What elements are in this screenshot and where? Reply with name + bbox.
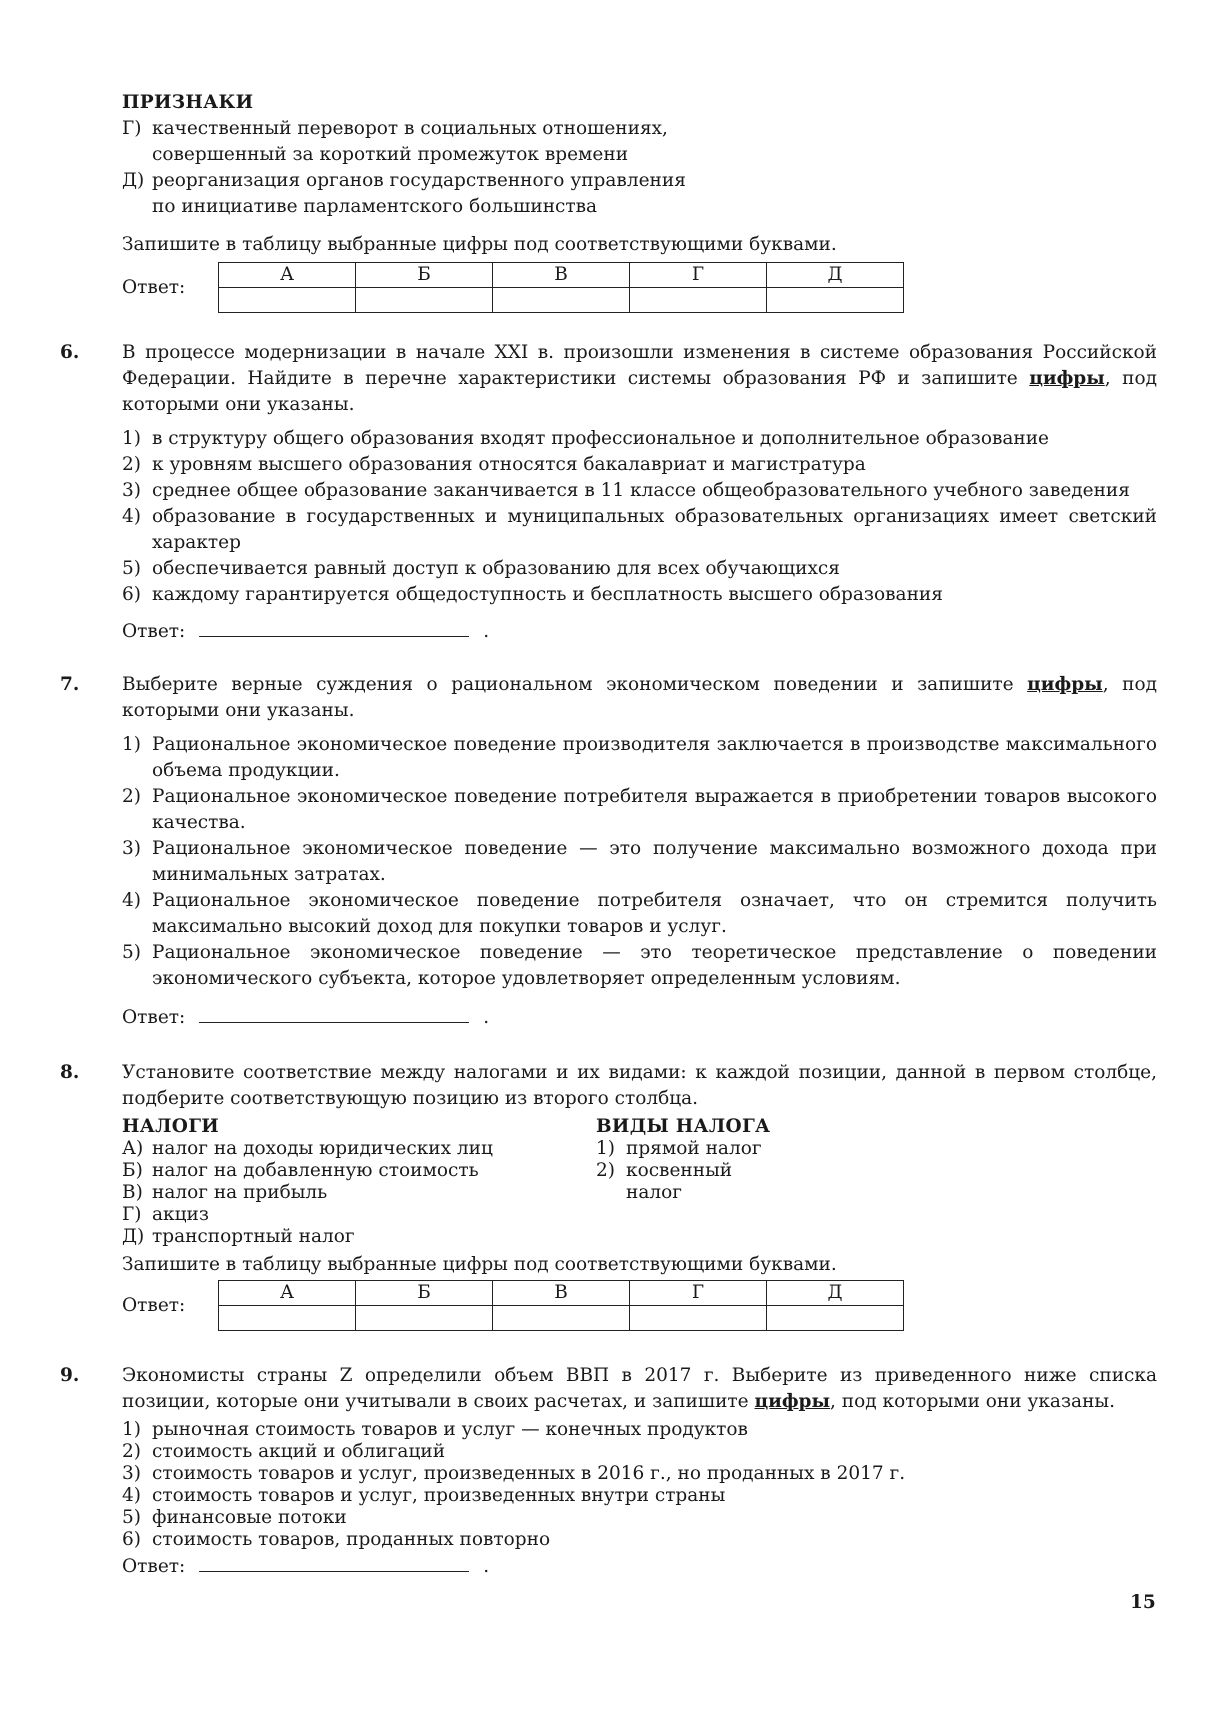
table-header-cell: А [219, 1281, 356, 1306]
option-item: 3) среднее общее образование заканчивается в 11 классе общеобразовательного учебного заведения [122, 480, 1130, 501]
option-item: 2) к уровням высшего образования относятся бакалавриат и магистратура [122, 454, 866, 475]
option-item: 1) Рациональное экономическое поведение производителя заключается в производстве максимального объема продукции. [122, 734, 1157, 781]
table-header-cell: Д [767, 1281, 904, 1306]
answer-table-block [122, 1280, 1157, 1331]
answer-label: Ответ: [122, 276, 186, 298]
answer-cell[interactable] [630, 288, 767, 313]
features-heading: ПРИЗНАКИ [122, 92, 254, 113]
tax-types-column [596, 1116, 996, 1248]
answer-input-line[interactable] [199, 618, 469, 637]
answer-cell[interactable] [356, 288, 493, 313]
answer-label: Ответ: [122, 1556, 186, 1577]
table-header-cell: В [493, 1281, 630, 1306]
answer-label: Ответ: [122, 621, 186, 642]
answer-label: Ответ: [122, 1007, 186, 1028]
answer-table-block [122, 262, 1157, 313]
tax-type-item: 1) прямой налог [596, 1138, 762, 1159]
option-item: 4) образование в государственных и муниципальных образовательных организациях имеет светский характер [122, 506, 1157, 553]
option-item: 5) финансовые потоки [122, 1507, 347, 1528]
question-9 [122, 1363, 1157, 1580]
answer-line-block: Ответ: . [122, 1004, 1157, 1031]
table-header-cell: Б [356, 1281, 493, 1306]
answer-cell[interactable] [356, 1306, 493, 1331]
option-item: 3) Рациональное экономическое поведение — это получение максимально возможного дохода при минимальных затратах. [122, 838, 1157, 885]
question-intro: В процессе модернизации в начале XXI в. произошли изменения в системе образования Российской Федерации. Найдите в перечне характеристики системы образования РФ и запишите цифры, под которыми они указаны. [122, 342, 1157, 415]
question-intro: Установите соответствие между налогами и их видами: к каждой позиции, данной в первом столбце, подберите соответствующую позицию из второго столбца. [122, 1062, 1157, 1109]
answer-input-line[interactable] [199, 1553, 469, 1572]
tax-item: Б) налог на добавленную стоимость [122, 1160, 479, 1181]
answer-label: Ответ: [122, 1294, 186, 1316]
question-number: 9. [60, 1365, 80, 1386]
answer-cell[interactable] [493, 1306, 630, 1331]
option-item: 4) Рациональное экономическое поведение потребителя означает, что он стремится получить максимально высокий доход для покупки товаров и услуг. [122, 890, 1157, 937]
table-header-cell: Г [630, 1281, 767, 1306]
answer-cell[interactable] [630, 1306, 767, 1331]
question-8 [122, 1060, 1157, 1331]
option-item: 3) стоимость товаров и услуг, произведенных в 2016 г., но проданных в 2017 г. [122, 1463, 906, 1484]
q5-continuation [122, 90, 1157, 313]
table-header-cell: Д [767, 263, 904, 288]
answer-cell[interactable] [219, 1306, 356, 1331]
table-header-cell: Г [630, 263, 767, 288]
answer-table [218, 1280, 904, 1331]
option-item: 6) каждому гарантируется общедоступность и бесплатность высшего образования [122, 584, 943, 605]
page-number: 15 [1130, 1592, 1156, 1613]
tax-item: Д) транспортный налог [122, 1226, 355, 1247]
option-item: 1) в структуру общего образования входят профессиональное и дополнительное образование [122, 428, 1050, 449]
question-number: 7. [60, 674, 80, 695]
answer-cell[interactable] [767, 1306, 904, 1331]
column-heading: НАЛОГИ [122, 1116, 220, 1137]
question-number: 8. [60, 1062, 80, 1083]
option-item: 2) Рациональное экономическое поведение потребителя выражается в приобретении товаров высокого качества. [122, 786, 1157, 833]
tax-type-item: 2) косвенный налог [596, 1160, 733, 1203]
option-item: 5) Рациональное экономическое поведение — это теоретическое представление о поведении экономического субъекта, которое удовлетворяет определенным условиям. [122, 942, 1157, 989]
tax-item: В) налог на прибыль [122, 1182, 328, 1203]
question-number: 6. [60, 342, 80, 363]
answer-cell[interactable] [219, 288, 356, 313]
answer-line-block: Ответ: . [122, 1553, 1157, 1580]
question-intro: Экономисты страны Z определили объем ВВП в 2017 г. Выберите из приведенного ниже списка позиции, которые они учитывали в своих расчетах, и запишите цифры, под которыми они указаны. [122, 1365, 1157, 1412]
question-intro: Выберите верные суждения о рациональном экономическом поведении и запишите цифры, под которыми они указаны. [122, 674, 1157, 721]
answer-cell[interactable] [767, 288, 904, 313]
taxes-column [122, 1116, 596, 1248]
tax-item: Г) акциз [122, 1204, 209, 1225]
table-header-cell: Б [356, 263, 493, 288]
instruction-text: Запишите в таблицу выбранные цифры под соответствующими буквами. [122, 1254, 837, 1275]
instruction-text: Запишите в таблицу выбранные цифры под соответствующими буквами. [122, 234, 837, 255]
table-header-cell: А [219, 263, 356, 288]
column-heading: ВИДЫ НАЛОГА [596, 1116, 771, 1137]
option-item: 4) стоимость товаров и услуг, произведенных внутри страны [122, 1485, 726, 1506]
feature-item: Д) реорганизация органов государственного управления по инициативе парламентского большинства [122, 170, 686, 217]
question-7 [122, 672, 1157, 1031]
feature-item: Г) качественный переворот в социальных отношениях, совершенный за короткий промежуток времени [122, 118, 668, 165]
option-item: 1) рыночная стоимость товаров и услуг — конечных продуктов [122, 1419, 748, 1440]
tax-item: А) налог на доходы юридических лиц [122, 1138, 493, 1159]
option-item: 6) стоимость товаров, проданных повторно [122, 1529, 551, 1550]
answer-table [218, 262, 904, 313]
answer-cell[interactable] [493, 288, 630, 313]
table-header-cell: В [493, 263, 630, 288]
answer-input-line[interactable] [199, 1004, 469, 1023]
question-6 [122, 340, 1157, 645]
matching-columns [122, 1116, 1157, 1248]
option-item: 5) обеспечивается равный доступ к образованию для всех обучающихся [122, 558, 840, 579]
option-item: 2) стоимость акций и облигаций [122, 1441, 446, 1462]
answer-line-block: Ответ: . [122, 618, 1157, 645]
